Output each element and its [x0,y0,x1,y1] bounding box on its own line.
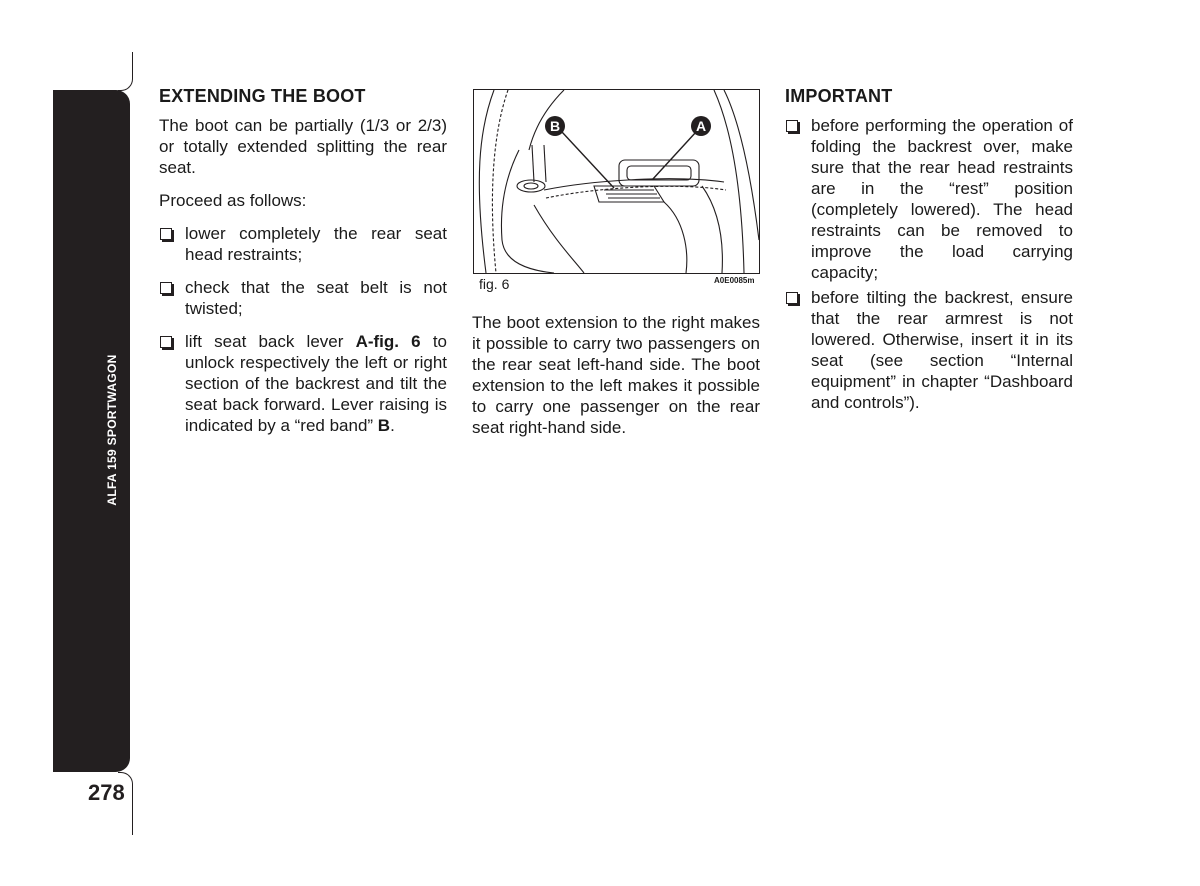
sentence-end: . [390,416,395,435]
intro-paragraph: The boot can be partially (1/3 or 2/3) or totally extended splitting the rear seat. [159,116,447,177]
callout-b-label: B [549,118,561,134]
checkbox-bullet-icon [786,292,798,304]
list-item [785,287,1073,413]
list-item [159,331,447,436]
margin-bracket-top [118,52,133,91]
checkbox-bullet-icon [160,282,172,294]
checkbox-bullet-icon [786,120,798,132]
checkbox-bullet-icon [160,336,172,348]
figure-illustration [473,89,760,274]
steps-list [159,223,447,436]
list-item [159,223,447,265]
extension-paragraph: The boot extension to the right makes it possible to carry two passengers on the rear seat left-hand side. The boot extension to the left makes it possible to carry one passenger on the rear seat right-hand side. [472,313,760,437]
list-item-text: lift seat back lever [185,332,344,351]
seat-lever-illustration [474,90,759,273]
figure-reference: A-fig. 6 [355,332,421,351]
list-item-text: before performing the operation of folding the backrest over, make sure that the rear head restraints are in the “rest” position (completely lowered). The head restraints can be removed to improve the load carrying capacity; [811,116,1073,282]
list-item-text: before tilting the backrest, ensure that the rear armrest is not lowered. Otherwise, insert it in its seat (see section “Internal equipment” in chapter “Dashboard and controls”). [811,288,1073,412]
list-item-text: lower completely the rear seat head restraints; [185,224,447,264]
section-heading: EXTENDING THE BOOT [159,86,366,106]
important-list [785,115,1073,413]
column-boot-extension [472,312,760,450]
list-item [159,277,447,319]
important-heading: IMPORTANT [785,86,893,106]
list-item-text: to unlock respectively the left or right section of the backrest and tilt the seat back forward. Lever raising is indicated by a “red band” [185,332,447,435]
checkbox-bullet-icon [160,228,172,240]
figure-code: A0E0085m [714,276,755,285]
proceed-paragraph: Proceed as follows: [159,191,307,210]
vehicle-label: ALFA 159 SPORTWAGON [105,354,119,506]
list-item-text: check that the seat belt is not twisted; [185,278,447,318]
figure-caption: fig. 6 [479,276,510,292]
page-number: 278 [88,780,125,805]
column-important [785,86,1073,417]
column-extending-boot [159,86,447,448]
callout-a-label: A [695,118,707,134]
list-item [785,115,1073,283]
red-band-reference: B [377,416,391,435]
